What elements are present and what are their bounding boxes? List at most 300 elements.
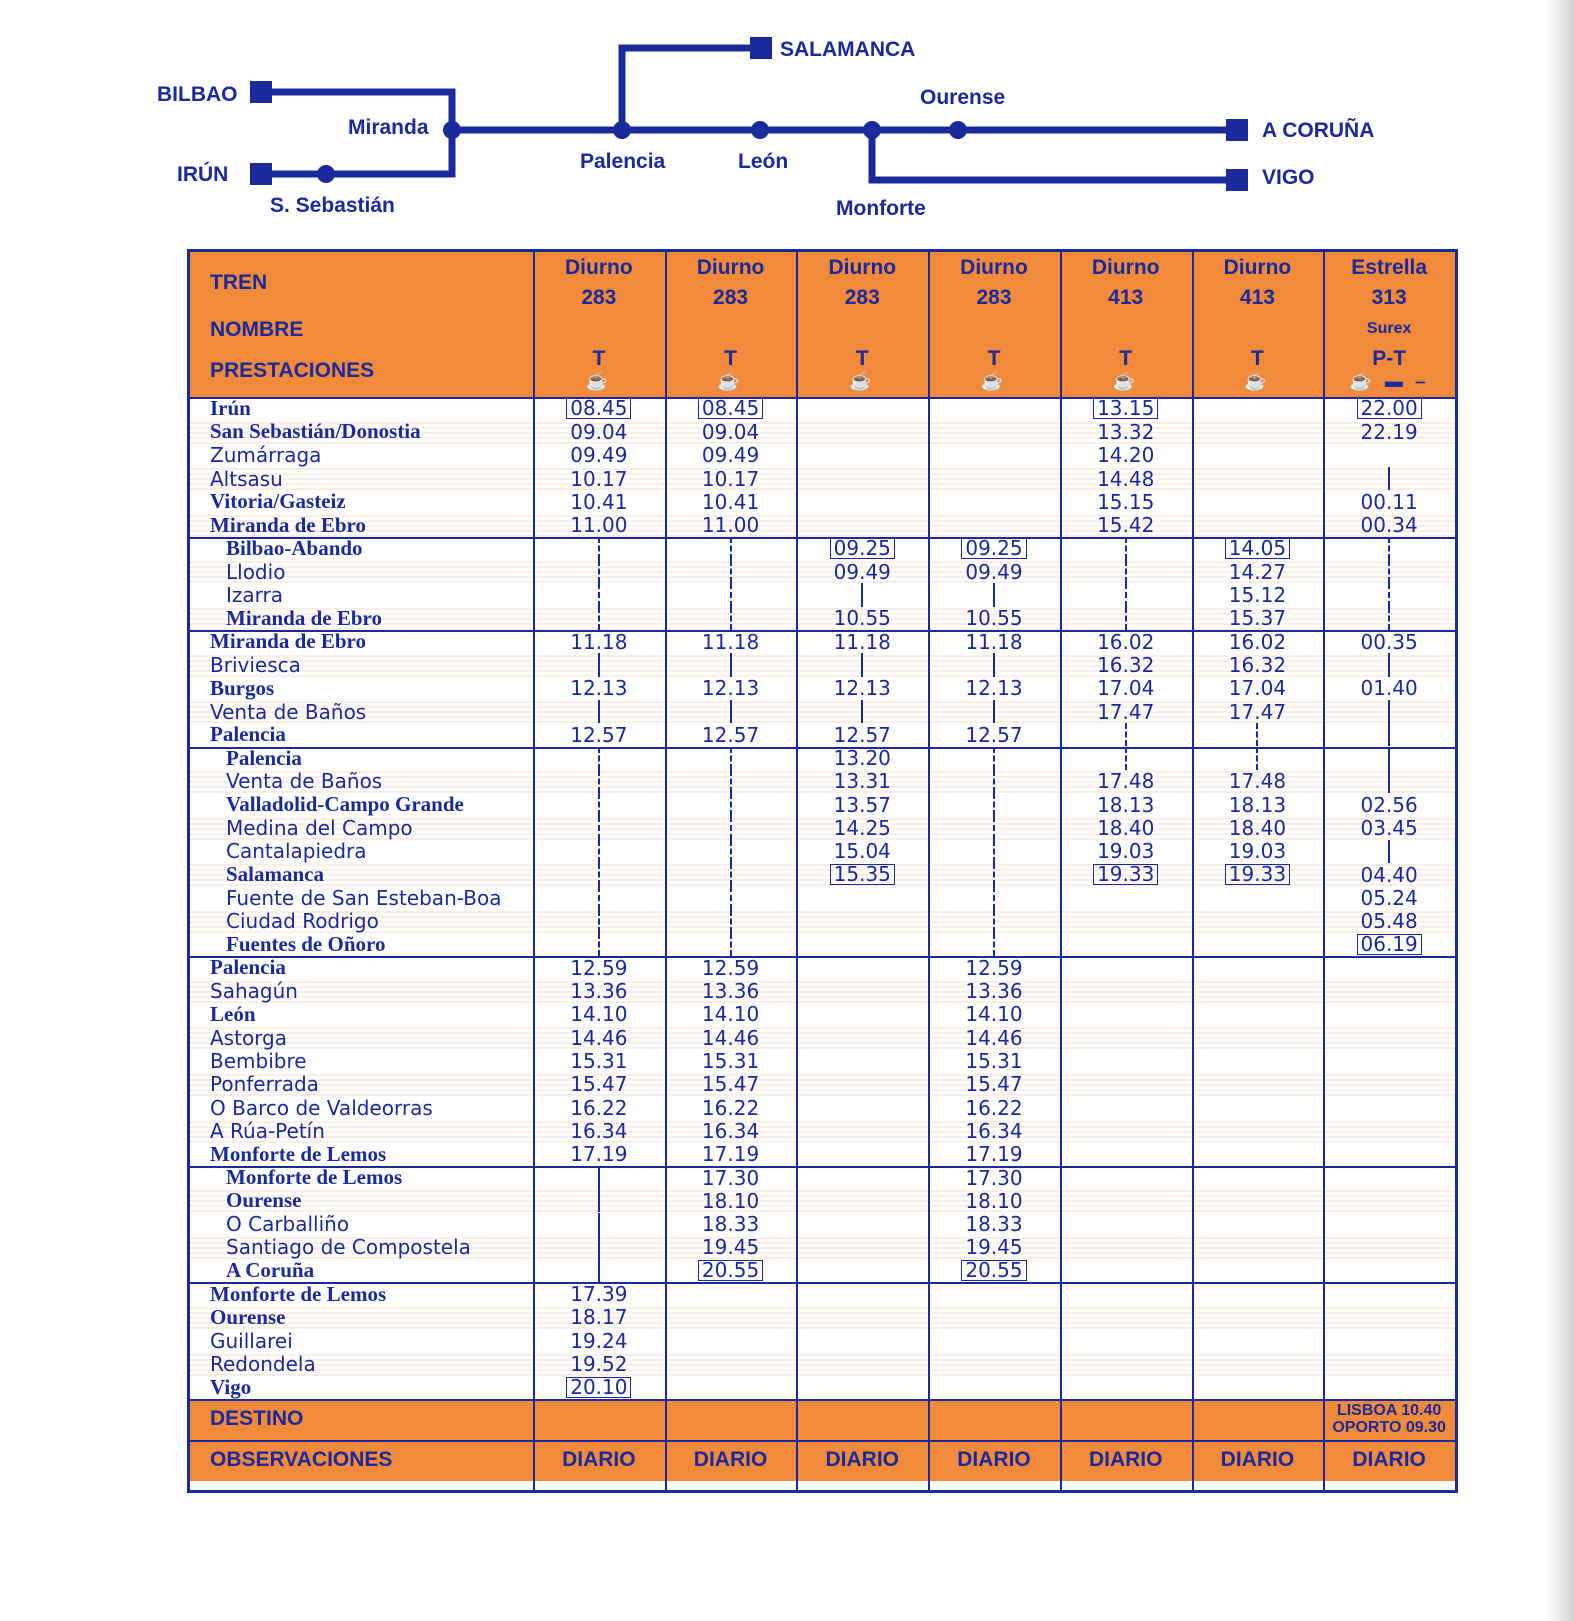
train-prestaciones: T <box>855 347 869 370</box>
no-service-line <box>598 537 600 560</box>
observaciones-value: DIARIO <box>693 1448 768 1472</box>
time-cell <box>796 1119 928 1142</box>
destino-row-cell <box>796 1399 928 1440</box>
time-value: 13.20 <box>833 746 891 771</box>
no-service-line <box>598 910 600 933</box>
time-cell <box>928 956 1060 979</box>
time-cell <box>1060 863 1192 886</box>
destino-row-cell <box>533 1399 665 1440</box>
time-value: 12.57 <box>965 722 1023 747</box>
line-palencia-salamanca <box>622 48 760 130</box>
no-service-line <box>598 886 600 909</box>
time-value: 17.47 <box>1228 699 1287 724</box>
time-cell <box>665 863 797 886</box>
station-name: Altsasu <box>210 466 283 491</box>
time-cell <box>533 1189 665 1212</box>
time-cell <box>796 630 928 653</box>
time-cell <box>1192 1189 1324 1212</box>
station-name: Salamanca <box>226 862 325 887</box>
station-name: Vitoria/Gasteiz <box>210 489 346 514</box>
table-row <box>190 886 1455 909</box>
time-cell <box>1323 747 1455 770</box>
observaciones-value: DIARIO <box>1220 1448 1295 1472</box>
pass-through-line <box>598 1166 600 1189</box>
pass-through-line <box>598 1189 600 1212</box>
time-value: 17.19 <box>701 1142 760 1167</box>
time-cell <box>928 816 1060 839</box>
time-cell <box>1060 886 1192 909</box>
time-cell <box>1323 1282 1455 1305</box>
time-cell <box>928 723 1060 746</box>
time-cell <box>533 1259 665 1282</box>
time-cell <box>796 1352 928 1375</box>
time-cell <box>796 1213 928 1236</box>
destino-row-cell <box>665 1399 797 1440</box>
time-value: 00.35 <box>1360 629 1418 654</box>
tren-row-cell <box>1060 252 1192 314</box>
service-icons: ☕ <box>1112 371 1139 391</box>
time-cell <box>665 1096 797 1119</box>
time-value: 17.39 <box>570 1282 628 1307</box>
node-monforte <box>863 121 881 139</box>
time-value: 15.31 <box>701 1049 760 1074</box>
station-name: Santiago de Compostela <box>226 1235 471 1260</box>
train-name: Diurno <box>960 256 1028 279</box>
time-cell <box>1192 910 1324 933</box>
time-value: 15.04 <box>833 839 891 864</box>
table-row <box>190 910 1455 933</box>
time-value: 16.22 <box>701 1095 760 1120</box>
time-cell <box>533 747 665 770</box>
footer-divider <box>190 1399 1455 1401</box>
time-cell <box>665 840 797 863</box>
column-divider <box>796 252 798 1490</box>
time-cell <box>796 1259 928 1282</box>
time-cell <box>1060 840 1192 863</box>
no-service-line <box>730 933 732 956</box>
time-cell <box>665 933 797 956</box>
observaciones-row-cell <box>1060 1440 1192 1481</box>
pass-through-line <box>730 653 732 676</box>
line-monforte-vigo <box>872 130 1236 180</box>
time-cell <box>1323 1119 1455 1142</box>
observaciones-row-label: OBSERVACIONES <box>210 1448 393 1472</box>
time-cell <box>796 1003 928 1026</box>
no-service-line <box>730 886 732 909</box>
time-cell <box>665 630 797 653</box>
time-value: 10.41 <box>570 489 628 514</box>
nombre-row-label: NOMBRE <box>210 317 304 341</box>
no-service-line <box>993 863 995 886</box>
no-service-line <box>730 537 732 560</box>
pass-through-line <box>1388 653 1390 676</box>
time-value: 10.55 <box>833 606 891 631</box>
time-cell <box>1192 583 1324 606</box>
time-cell <box>928 583 1060 606</box>
table-row <box>190 1352 1455 1375</box>
observaciones-row-cell <box>1323 1440 1455 1481</box>
time-cell <box>1192 816 1324 839</box>
time-value: 12.57 <box>570 722 628 747</box>
time-cell <box>1192 747 1324 770</box>
time-value: 17.30 <box>701 1165 760 1190</box>
table-row <box>190 444 1455 467</box>
time-cell <box>533 1026 665 1049</box>
time-cell <box>1060 1003 1192 1026</box>
time-cell <box>1060 700 1192 723</box>
no-service-line <box>598 793 600 816</box>
service-icons: ☕ <box>980 371 1008 391</box>
time-cell <box>928 1026 1060 1049</box>
time-cell <box>796 700 928 723</box>
time-value: 09.04 <box>570 419 628 444</box>
time-cell <box>796 956 928 979</box>
time-cell <box>928 933 1060 956</box>
table-row <box>190 537 1455 560</box>
table-row <box>190 397 1455 420</box>
station-name: Monforte de Lemos <box>226 1165 403 1190</box>
terminal-time: 22.00 <box>1357 398 1422 419</box>
station-name: Palencia <box>210 722 286 747</box>
tren-row-label: TREN <box>210 271 268 294</box>
destino-row-cell <box>1060 1399 1192 1440</box>
time-cell <box>533 933 665 956</box>
table-row <box>190 560 1455 583</box>
time-cell <box>1192 793 1324 816</box>
terminal-bilbao <box>250 81 272 103</box>
time-cell <box>533 1119 665 1142</box>
time-cell <box>533 397 665 420</box>
column-divider <box>665 252 667 1490</box>
node-leon <box>751 121 769 139</box>
service-icons: ☕ <box>1244 371 1271 391</box>
time-cell <box>665 514 797 537</box>
time-cell <box>1192 980 1324 1003</box>
time-cell <box>796 537 928 560</box>
nombre-row-cell <box>1060 314 1192 345</box>
train-name: Diurno <box>565 256 633 279</box>
time-cell <box>1060 630 1192 653</box>
time-value: 12.13 <box>701 676 760 701</box>
time-cell <box>1323 1143 1455 1166</box>
nombre-row-cell <box>533 314 665 345</box>
station-name: Palencia <box>226 745 302 770</box>
label-bilbao: BILBAO <box>157 83 238 106</box>
train-name: Diurno <box>1223 256 1292 279</box>
time-cell <box>1192 537 1324 560</box>
time-cell <box>1323 1329 1455 1352</box>
time-cell <box>533 1352 665 1375</box>
prestaciones-row-cell <box>1060 345 1192 397</box>
time-cell <box>928 1376 1060 1399</box>
no-service-line <box>598 747 600 770</box>
time-cell <box>1060 747 1192 770</box>
column-divider <box>928 252 930 1490</box>
time-cell <box>928 747 1060 770</box>
time-cell <box>1192 1003 1324 1026</box>
table-row <box>190 420 1455 443</box>
train-prestaciones: T <box>592 347 606 370</box>
time-cell <box>1060 723 1192 746</box>
time-cell <box>1060 1213 1192 1236</box>
time-cell <box>533 1096 665 1119</box>
station-name: Burgos <box>210 675 275 700</box>
time-value: 09.49 <box>701 443 760 468</box>
station-name: San Sebastián/Donostia <box>210 419 421 444</box>
time-cell <box>1192 723 1324 746</box>
time-cell <box>665 956 797 979</box>
time-value: 14.20 <box>1097 443 1155 468</box>
time-cell <box>1192 630 1324 653</box>
time-value: 18.10 <box>965 1188 1023 1213</box>
table-row <box>190 467 1455 490</box>
observaciones-row-cell <box>1192 1440 1324 1481</box>
time-cell <box>533 1236 665 1259</box>
time-value: 10.55 <box>965 606 1023 631</box>
pass-through-line <box>993 583 995 606</box>
terminal-vigo <box>1226 169 1248 191</box>
time-cell <box>1192 1329 1324 1352</box>
terminal-time: 09.25 <box>961 538 1026 559</box>
terminal-time: 14.05 <box>1225 538 1290 559</box>
station-name: Miranda de Ebro <box>226 605 382 630</box>
time-cell <box>665 816 797 839</box>
time-cell <box>1060 560 1192 583</box>
prestaciones-row-cell <box>533 345 665 397</box>
pass-through-line <box>1388 723 1390 746</box>
time-value: 16.34 <box>965 1118 1023 1143</box>
destino-value: LISBOA 10.40 OPORTO 09.30 <box>1332 1402 1446 1437</box>
time-cell <box>1060 420 1192 443</box>
prestaciones-row-cell <box>796 345 928 397</box>
no-service-line <box>993 793 995 816</box>
time-cell <box>796 1096 928 1119</box>
time-cell <box>1323 1166 1455 1189</box>
observaciones-value: DIARIO <box>1088 1448 1163 1472</box>
no-service-line <box>730 793 732 816</box>
pass-through-line <box>993 653 995 676</box>
pass-through-line <box>598 1259 600 1282</box>
time-value: 05.24 <box>1360 885 1418 910</box>
time-cell <box>1060 1143 1192 1166</box>
time-cell <box>1323 1049 1455 1072</box>
no-service-line <box>993 816 995 839</box>
time-cell <box>533 840 665 863</box>
time-cell <box>1192 1026 1324 1049</box>
train-name: Estrella <box>1351 256 1428 279</box>
time-cell <box>533 863 665 886</box>
time-value: 04.40 <box>1360 862 1418 887</box>
time-cell <box>928 910 1060 933</box>
time-cell <box>665 1236 797 1259</box>
time-cell <box>1323 537 1455 560</box>
time-cell <box>1192 1213 1324 1236</box>
train-number: 283 <box>581 286 617 309</box>
time-cell <box>1323 420 1455 443</box>
time-value: 16.02 <box>1228 629 1287 654</box>
time-cell <box>1060 1049 1192 1072</box>
time-cell <box>928 1073 1060 1096</box>
nombre-row-cell <box>928 314 1060 345</box>
no-service-line <box>730 560 732 583</box>
time-value: 15.12 <box>1228 583 1287 608</box>
prestaciones-row-label: PRESTACIONES <box>210 359 375 382</box>
time-value: 18.40 <box>1097 816 1155 841</box>
time-cell <box>533 583 665 606</box>
service-icons: ☕ ▬ ⎯ <box>1349 371 1429 391</box>
time-cell <box>1192 886 1324 909</box>
time-cell <box>665 1306 797 1329</box>
prestaciones-row <box>190 345 1455 397</box>
time-cell <box>1323 1376 1455 1399</box>
time-cell <box>1323 1306 1455 1329</box>
time-cell <box>796 1306 928 1329</box>
time-cell <box>533 467 665 490</box>
time-value: 09.49 <box>965 559 1023 584</box>
time-cell <box>1192 653 1324 676</box>
time-cell <box>1323 444 1455 467</box>
time-cell <box>1060 1189 1192 1212</box>
time-cell <box>1323 700 1455 723</box>
time-cell <box>1323 863 1455 886</box>
time-cell <box>1060 980 1192 1003</box>
time-value: 02.56 <box>1360 792 1418 817</box>
time-cell <box>796 677 928 700</box>
time-cell <box>1323 1352 1455 1375</box>
time-value: 12.13 <box>965 676 1023 701</box>
time-cell <box>1060 1073 1192 1096</box>
terminal-time: 06.19 <box>1357 934 1422 955</box>
time-cell <box>796 1376 928 1399</box>
no-service-line <box>1125 537 1127 560</box>
time-cell <box>1192 560 1324 583</box>
time-cell <box>533 537 665 560</box>
time-cell <box>796 1189 928 1212</box>
prestaciones-row-cell <box>665 345 797 397</box>
time-cell <box>928 653 1060 676</box>
time-value: 18.13 <box>1228 792 1287 817</box>
table-row <box>190 630 1455 653</box>
time-cell <box>1323 1259 1455 1282</box>
time-cell <box>796 980 928 1003</box>
station-name: León <box>210 1001 256 1026</box>
destino-row <box>190 1399 1455 1440</box>
no-service-line <box>1125 607 1127 630</box>
no-service-line <box>730 840 732 863</box>
time-cell <box>533 1003 665 1026</box>
time-cell <box>1323 1073 1455 1096</box>
no-service-line <box>993 910 995 933</box>
time-cell <box>1192 1049 1324 1072</box>
time-value: 09.49 <box>833 559 891 584</box>
label-a-coruna: A CORUÑA <box>1262 119 1375 142</box>
time-value: 12.59 <box>701 955 760 980</box>
time-value: 15.31 <box>965 1049 1023 1074</box>
table-row <box>190 1236 1455 1259</box>
no-service-line <box>1388 537 1390 560</box>
time-value: 13.36 <box>965 979 1023 1004</box>
terminal-time: 20.55 <box>698 1260 763 1281</box>
pass-through-line <box>861 700 863 723</box>
time-cell <box>665 653 797 676</box>
time-value: 18.33 <box>965 1212 1023 1237</box>
station-name: Ourense <box>226 1188 302 1213</box>
time-cell <box>533 956 665 979</box>
no-service-line <box>1388 607 1390 630</box>
observaciones-value: DIARIO <box>957 1448 1031 1472</box>
time-value: 10.41 <box>701 489 760 514</box>
time-value: 18.17 <box>570 1305 628 1330</box>
time-value: 01.40 <box>1360 676 1418 701</box>
destino-row-cell <box>1323 1399 1455 1440</box>
time-cell <box>796 397 928 420</box>
time-cell <box>665 1026 797 1049</box>
time-value: 15.31 <box>570 1049 628 1074</box>
no-service-line <box>993 770 995 793</box>
node-palencia <box>613 121 631 139</box>
train-name: Diurno <box>1091 256 1160 279</box>
time-cell <box>665 1119 797 1142</box>
column-divider <box>533 252 535 1490</box>
table-row <box>190 607 1455 630</box>
time-cell <box>928 1049 1060 1072</box>
time-cell <box>796 560 928 583</box>
time-value: 18.13 <box>1097 792 1155 817</box>
time-value: 22.19 <box>1360 419 1418 444</box>
pass-through-line <box>598 1236 600 1259</box>
time-cell <box>928 1166 1060 1189</box>
time-cell <box>665 886 797 909</box>
time-cell <box>1060 1236 1192 1259</box>
time-value: 12.59 <box>570 955 628 980</box>
time-cell <box>1323 514 1455 537</box>
table-row <box>190 1026 1455 1049</box>
time-cell <box>928 677 1060 700</box>
time-cell <box>1323 1003 1455 1026</box>
time-cell <box>1323 560 1455 583</box>
time-value: 16.34 <box>701 1118 760 1143</box>
time-cell <box>665 467 797 490</box>
time-cell <box>1323 910 1455 933</box>
no-service-line <box>993 933 995 956</box>
pass-through-line <box>1388 467 1390 490</box>
no-service-line <box>730 816 732 839</box>
table-row <box>190 653 1455 676</box>
time-value: 16.02 <box>1097 629 1155 654</box>
train-number: 283 <box>976 286 1012 309</box>
timetable <box>187 249 1458 1493</box>
terminal-time: 20.55 <box>961 1260 1026 1281</box>
label-vigo: VIGO <box>1262 166 1315 189</box>
table-row <box>190 1166 1455 1189</box>
time-cell <box>1192 490 1324 513</box>
time-value: 19.45 <box>965 1235 1023 1260</box>
observaciones-row <box>190 1440 1455 1481</box>
time-cell <box>796 583 928 606</box>
time-cell <box>928 444 1060 467</box>
time-cell <box>665 910 797 933</box>
table-row <box>190 1003 1455 1026</box>
time-value: 15.37 <box>1228 606 1287 631</box>
time-cell <box>928 1352 1060 1375</box>
no-service-line <box>598 560 600 583</box>
no-service-line <box>730 910 732 933</box>
time-cell <box>533 700 665 723</box>
time-value: 18.40 <box>1228 816 1287 841</box>
time-cell <box>1323 933 1455 956</box>
train-number: 313 <box>1371 286 1407 309</box>
time-cell <box>1060 1026 1192 1049</box>
